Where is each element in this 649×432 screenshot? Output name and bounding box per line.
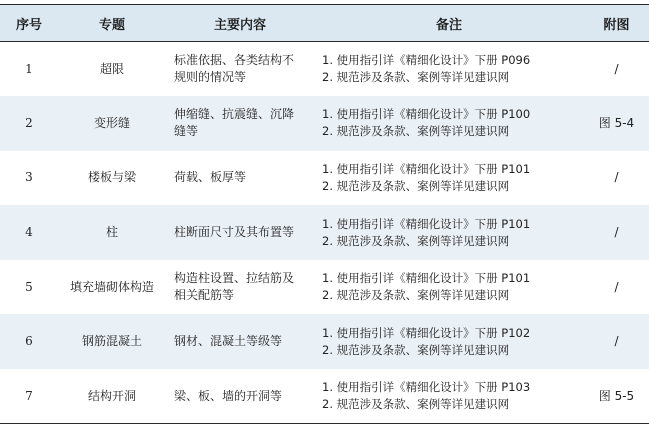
note-line-1: 1. 使用指引详《精细化设计》下册 P101 (322, 216, 531, 231)
row-seq: 2 (25, 115, 33, 130)
row-note (314, 42, 584, 97)
table-row (0, 369, 649, 424)
table-row (0, 96, 649, 151)
row-content: 钢材、混凝土等级等 (174, 334, 283, 349)
row-topic: 超限 (99, 61, 124, 76)
table-row (0, 151, 649, 206)
row-topic: 楼板与梁 (87, 170, 136, 185)
row-topic: 结构开洞 (58, 369, 166, 424)
row-content: 梁、板、墙的开洞等 (166, 369, 314, 424)
table-row (0, 260, 649, 315)
row-seq: 4 (25, 225, 33, 240)
note-line-1: 1. 使用指引详《精细化设计》下册 P101 (322, 271, 531, 286)
row-note (314, 314, 584, 369)
row-topic: 柱 (105, 225, 118, 240)
note-line-1: 1. 使用指引详《精细化设计》下册 P100 (322, 107, 531, 122)
row-note (314, 151, 584, 206)
header-row (0, 5, 649, 42)
note-line-1: 1. 使用指引详《精细化设计》下册 P101 (322, 161, 531, 176)
topic-table-container (0, 4, 649, 424)
row-content: 标准依据、各类结构不规则的情况等 (174, 53, 295, 85)
row-content: 构造柱设置、拉结筋及相关配筋等 (174, 271, 295, 303)
row-figure: / (614, 334, 619, 349)
header-figure: 附图 (584, 5, 649, 42)
row-figure: / (614, 225, 619, 240)
row-topic: 填充墙砌体构造 (69, 279, 154, 294)
table-body (0, 42, 649, 424)
row-note (314, 205, 584, 260)
row-figure: / (614, 279, 619, 294)
note-line-2: 2. 规范涉及条款、案例等详见建识网 (322, 233, 510, 248)
row-content: 荷载、板厚等 (174, 170, 247, 185)
note-line-1: 1. 使用指引详《精细化设计》下册 P096 (322, 53, 531, 68)
table-header (0, 5, 649, 42)
header-topic: 专题 (58, 5, 166, 42)
header-content: 主要内容 (166, 5, 314, 42)
row-figure: 图 5-4 (598, 115, 635, 130)
note-line-2: 2. 规范涉及条款、案例等详见建识网 (322, 342, 510, 357)
row-topic: 变形缝 (93, 115, 130, 130)
table-row (0, 205, 649, 260)
row-content: 伸缩缝、抗震缝、沉降缝等 (174, 107, 295, 139)
row-figure: / (614, 170, 619, 185)
note-line-1: 1. 使用指引详《精细化设计》下册 P102 (322, 325, 531, 340)
row-seq: 7 (0, 369, 58, 424)
row-content: 柱断面尺寸及其布置等 (174, 225, 295, 240)
header-seq: 序号 (0, 5, 58, 42)
row-seq: 6 (25, 334, 33, 349)
row-figure: 图 5-5 (584, 369, 649, 424)
row-topic: 钢筋混凝土 (81, 334, 142, 349)
row-note (314, 96, 584, 151)
row-seq: 1 (25, 61, 33, 76)
row-note (314, 369, 584, 424)
note-line-2: 2. 规范涉及条款、案例等详见建识网 (322, 288, 510, 303)
row-seq: 3 (25, 170, 33, 185)
note-line-1: 1. 使用指引详《精细化设计》下册 P103 (322, 380, 531, 395)
row-note (314, 260, 584, 315)
note-line-2: 2. 规范涉及条款、案例等详见建识网 (322, 397, 510, 412)
row-seq: 5 (25, 279, 33, 294)
table-row (0, 42, 649, 97)
row-figure: / (614, 61, 619, 76)
table-row (0, 314, 649, 369)
note-line-2: 2. 规范涉及条款、案例等详见建识网 (322, 124, 510, 139)
note-line-2: 2. 规范涉及条款、案例等详见建识网 (322, 70, 510, 85)
note-line-2: 2. 规范涉及条款、案例等详见建识网 (322, 178, 510, 193)
header-note: 备注 (314, 5, 584, 42)
topic-table (0, 4, 649, 424)
